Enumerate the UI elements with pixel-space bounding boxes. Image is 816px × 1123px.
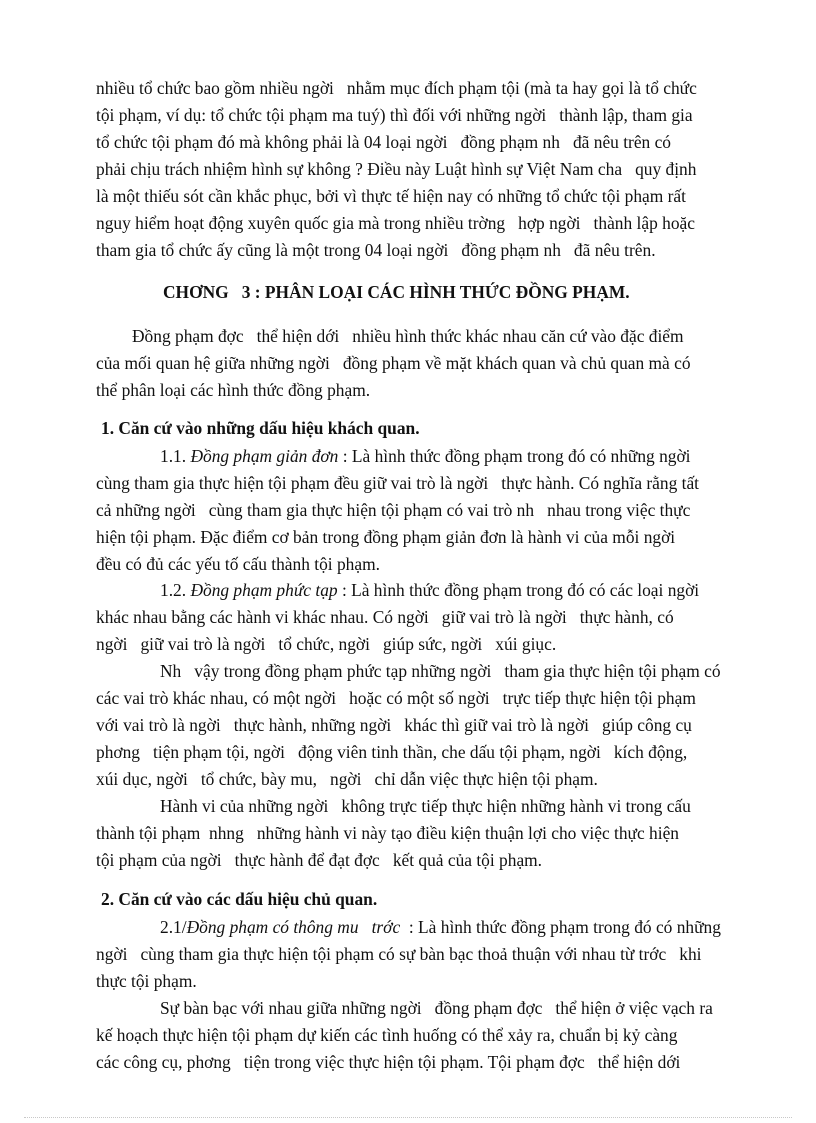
text-line: cùng tham gia thực hiện tội phạm đều giữ vai trò là ngời thực hành. Có nghĩa rằng tất [96, 473, 700, 493]
item-term: Đồng phạm giản đơn [190, 446, 339, 466]
text-line: với vai trò là ngời thực hành, những ngời khác thì giữ vai trò là ngời giúp công cụ [96, 715, 692, 735]
text-line [160, 578, 699, 602]
text-line: phơng tiện phạm tội, ngời động viên tinh thần, che dấu tội phạm, ngời kích động, [96, 742, 688, 762]
text-line: tham gia tổ chức ấy cũng là một trong 04 loại ngời đồng phạm nh đã nêu trên. [96, 240, 656, 260]
item-term: Đồng phạm có thông mu trớc [186, 917, 401, 937]
section-heading-1: 1. Căn cứ vào những dấu hiệu khách quan. [101, 418, 420, 438]
page-bottom-divider [24, 1117, 792, 1118]
text-line: Sự bàn bạc với nhau giữa những ngời đồng phạm đợc thể hiện ở việc vạch ra [160, 998, 713, 1018]
text-line: các vai trò khác nhau, có một ngời hoặc có một số ngời trực tiếp thực hiện tội phạm [96, 688, 696, 708]
item-number: 2.1/ [160, 917, 187, 937]
item-text: : Là hình thức đồng phạm trong đó có các loại ngời [337, 580, 700, 600]
text-line: nhiều tổ chức bao gồm nhiều ngời nhằm mục đích phạm tội (mà ta hay gọi là tổ chức [96, 78, 697, 98]
text-line: xúi dục, ngời tổ chức, bày mu, ngời chỉ dẫn việc thực hiện tội phạm. [96, 769, 598, 789]
item-text: : Là hình thức đồng phạm trong đó có những ngời [338, 446, 691, 466]
item-term: Đồng phạm phức tạp [190, 580, 338, 600]
text-line: là một thiếu sót cần khắc phục, bởi vì thực tế hiện nay có những tổ chức tội phạm rất [96, 186, 686, 206]
text-line: tội phạm, ví dụ: tổ chức tội phạm ma tuý) thì đối với những ngời thành lập, tham gia [96, 105, 693, 125]
text-line [160, 444, 691, 468]
text-line [160, 915, 721, 939]
text-line: ngời giữ vai trò là ngời tổ chức, ngời giúp sức, ngời xúi giục. [96, 634, 557, 654]
item-text: : Là hình thức đồng phạm trong đó có những [400, 917, 721, 937]
text-line: thể phân loại các hình thức đồng phạm. [96, 380, 371, 400]
section-heading-2: 2. Căn cứ vào các dấu hiệu chủ quan. [101, 889, 378, 909]
chapter-title: CHƠNG 3 : PHÂN LOẠI CÁC HÌNH THỨC ĐỒNG PHẠM. [163, 282, 630, 302]
text-line: đều có đủ các yếu tố cấu thành tội phạm. [96, 554, 380, 574]
text-line: Đồng phạm đợc thể hiện dới nhiều hình thức khác nhau căn cứ vào đặc điểm [132, 326, 684, 346]
text-line: Hành vi của những ngời không trực tiếp thực hiện những hành vi trong cấu [160, 796, 691, 816]
text-line: ngời cùng tham gia thực hiện tội phạm có sự bàn bạc thoả thuận với nhau từ trớc khi [96, 944, 702, 964]
item-number: 1.2. [160, 580, 191, 600]
text-line: tổ chức tội phạm đó mà không phải là 04 loại ngời đồng phạm nh đã nêu trên có [96, 132, 672, 152]
text-line: nguy hiểm hoạt động xuyên quốc gia mà trong nhiều trờng hợp ngời thành lập hoặc [96, 213, 695, 233]
text-line: thực tội phạm. [96, 971, 197, 991]
text-line: cả những ngời cùng tham gia thực hiện tội phạm có vai trò nh nhau trong việc thực [96, 500, 691, 520]
text-line: thành tội phạm nhng những hành vi này tạo điều kiện thuận lợi cho việc thực hiện [96, 823, 679, 843]
text-line: tội phạm của ngời thực hành để đạt đợc kết quả của tội phạm. [96, 850, 543, 870]
text-line: của mối quan hệ giữa những ngời đồng phạm về mặt khách quan và chủ quan mà có [96, 353, 691, 373]
text-line: khác nhau bằng các hành vi khác nhau. Có ngời giữ vai trò là ngời thực hành, có [96, 607, 674, 627]
item-number: 1.1. [160, 446, 191, 466]
text-line: hiện tội phạm. Đặc điểm cơ bản trong đồng phạm giản đơn là hành vi của mỗi ngời [96, 527, 676, 547]
text-line: Nh vậy trong đồng phạm phức tạp những ngời tham gia thực hiện tội phạm có [160, 661, 721, 681]
text-line: phải chịu trách nhiệm hình sự không ? Điều này Luật hình sự Việt Nam cha quy định [96, 159, 697, 179]
text-line: các công cụ, phơng tiện trong việc thực hiện tội phạm. Tội phạm đợc thể hiện dới [96, 1052, 681, 1072]
text-line: kế hoạch thực hiện tội phạm dự kiến các tình huống có thể xảy ra, chuẩn bị kỷ càng [96, 1025, 678, 1045]
